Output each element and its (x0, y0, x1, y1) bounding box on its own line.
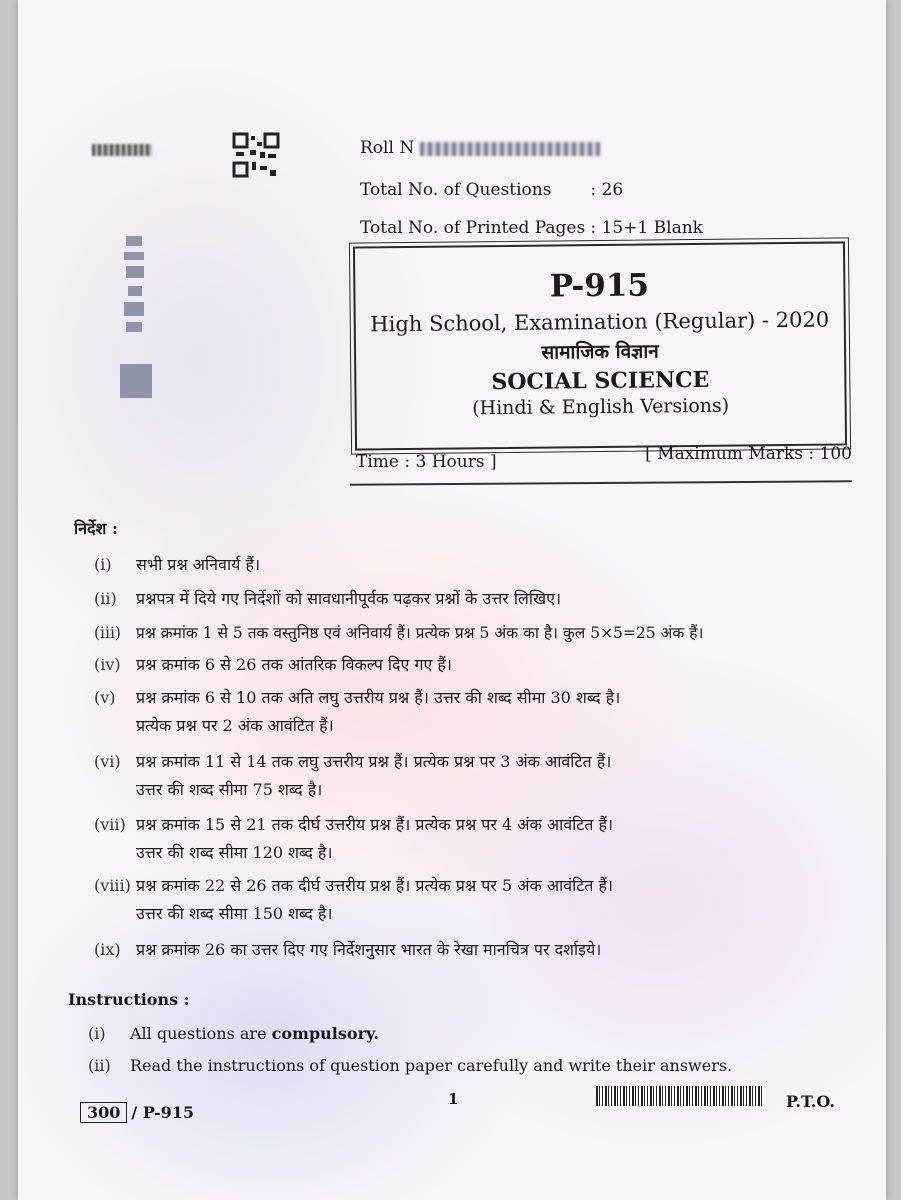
pages-value: : 15+1 Blank (590, 218, 703, 238)
footer-paper-code: 300 / P-915 (80, 1103, 194, 1122)
page-number: 1 (448, 1090, 459, 1108)
redacted-roll-number (420, 142, 600, 156)
hindi-instruction-continuation: प्रत्येक प्रश्न पर 2 अंक आवंटित हैं। (136, 716, 334, 735)
exam-name: High School, Examination (Regular) - 2020 (370, 307, 830, 337)
header-divider (350, 480, 852, 486)
redacted-number-stamp (92, 140, 152, 158)
questions-value: : 26 (590, 180, 624, 200)
redacted-side-code (118, 236, 154, 406)
roll-number-label: Roll N (360, 138, 415, 158)
hindi-instruction-item: (viii) प्रश्न क्रमांक 22 से 26 तक दीर्घ उत्तरीय प्रश्न हैं। प्रत्येक प्रश्न पर 5 अंक आवंटित हैं। (94, 876, 614, 895)
paper-code: P-915 (549, 267, 650, 305)
questions-row (360, 180, 623, 200)
roll-number-row (360, 138, 600, 158)
hindi-instruction-item: (iii) प्रश्न क्रमांक 1 से 5 तक वस्तुनिष्ठ एवं अनिवार्य हैं। प्रत्येक प्रश्न 5 अंक का है। कुल 5×5=25 अंक हैं। (94, 624, 704, 642)
hindi-instructions-heading: निर्देश : (74, 519, 118, 538)
hindi-instruction-continuation: उत्तर की शब्द सीमा 150 शब्द है। (136, 904, 333, 923)
hindi-instruction-continuation: उत्तर की शब्द सीमा 120 शब्द है। (136, 843, 333, 862)
hindi-instruction-item: (iv) प्रश्न क्रमांक 6 से 26 तक आंतरिक विकल्प दिए गए हैं। (94, 655, 452, 674)
pages-row (360, 218, 703, 238)
hindi-instruction-item: (vii) प्रश्न क्रमांक 15 से 21 तक दीर्घ उत्तरीय प्रश्न हैं। प्रत्येक प्रश्न पर 4 अंक आवंटित हैं। (94, 815, 614, 834)
subject-hindi: सामाजिक विज्ञान (541, 340, 659, 364)
hindi-instruction-item: (ix) प्रश्न क्रमांक 26 का उत्तर दिए गए निर्देशनुसार भारत के रेखा मानचित्र पर दर्शाइये। (94, 940, 602, 959)
copies-count-box: 300 (80, 1102, 127, 1123)
time-label: Time : 3 Hours ] (356, 452, 497, 472)
hindi-instruction-item: (ii) प्रश्नपत्र में दिये गए निर्देशों को सावधानीपूर्वक पढ़कर प्रश्नों के उत्तर लिखिए। (94, 589, 562, 608)
hindi-instruction-continuation: उत्तर की शब्द सीमा 75 शब्द है। (136, 780, 323, 799)
pto-label: P.T.O. (786, 1092, 835, 1111)
hindi-instruction-item: (vi) प्रश्न क्रमांक 11 से 14 तक लघु उत्तरीय प्रश्न हैं। प्रत्येक प्रश्न पर 3 अंक आवंटित हैं। (94, 752, 612, 771)
time-marks-row (356, 444, 852, 472)
exam-paper-page (18, 0, 886, 1200)
hindi-instruction-item: (v) प्रश्न क्रमांक 6 से 10 तक अति लघु उत्तरीय प्रश्न हैं। उत्तर की शब्द सीमा 30 शब्द है। (94, 688, 621, 707)
title-box (353, 241, 847, 450)
versions-note: (Hindi & English Versions) (472, 394, 730, 420)
pages-label: Total No. of Printed Pages (360, 218, 586, 238)
hindi-instruction-item: (i) सभी प्रश्न अनिवार्य हैं। (94, 555, 261, 574)
english-instructions-heading: Instructions : (68, 990, 190, 1009)
questions-label: Total No. of Questions (360, 180, 552, 200)
barcode-icon (596, 1086, 764, 1106)
qr-code-icon (232, 132, 280, 178)
compulsory-emphasis: compulsory. (271, 1024, 380, 1043)
subject-english: SOCIAL SCIENCE (491, 366, 710, 396)
marks-label: [ Maximum Marks : 100 (645, 444, 852, 464)
english-instruction-item: (i) All questions are compulsory. (88, 1024, 380, 1043)
english-instruction-item: (ii) Read the instructions of question paper carefully and write their answers. (88, 1056, 733, 1075)
